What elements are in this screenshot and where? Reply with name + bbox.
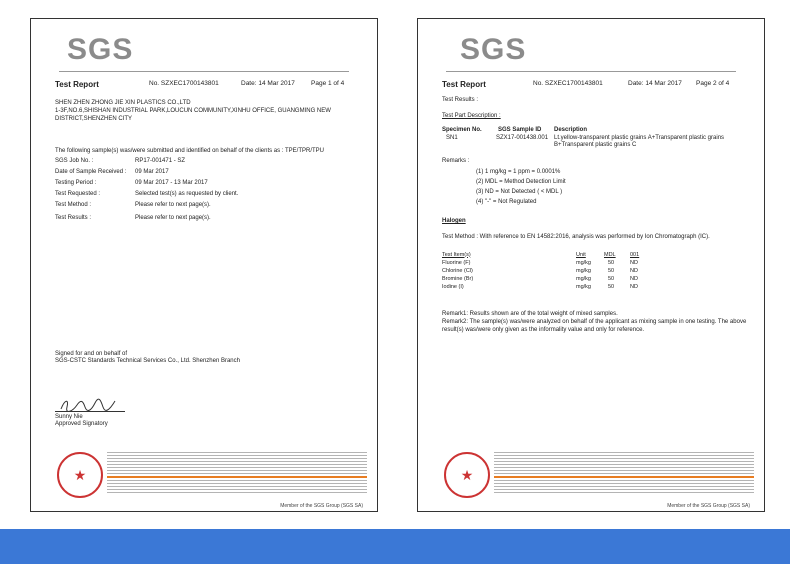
table-row: Bromine (Br) mg/kg 50 ND (442, 275, 638, 282)
table-row: Iodine (I) mg/kg 50 ND (442, 283, 638, 290)
report-date: Date: 14 Mar 2017 (241, 80, 295, 87)
remark-item: (4) "-" = Not Regulated (476, 199, 537, 205)
page-number: Page 2 of 4 (696, 80, 730, 87)
signed-line-1: Signed for and on behalf of (55, 351, 128, 357)
spec-header-specimen: Specimen No. (442, 127, 482, 133)
report-number: No. SZXEC1700143801 (533, 80, 603, 87)
sgs-member-note: Member of the SGS Group (SGS SA) (280, 503, 363, 509)
star-seal-icon: ★ (444, 452, 490, 498)
table-header-row: Test Item(s) Unit MDL 001 (442, 251, 640, 258)
signer-name: Sunny Nie (55, 414, 83, 420)
remark-item: (1) 1 mg/kg = 1 ppm = 0.0001% (476, 169, 561, 175)
sgs-logo: SGS (67, 33, 134, 66)
results-label: Test Results : (442, 97, 479, 103)
report-date: Date: 14 Mar 2017 (628, 80, 682, 87)
report-page-1: SGS Test Report No. SZXEC1700143801 Date: 14 Mar 2017 Page 1 of 4 SHEN ZHEN ZHONG JIE XIN PLASTICS CO.,LTD 1-3F,NO.6,SHISHAN INDUSTRIAL PARK,LOUCUN COMMUNITY,XINHU OFFICE, GUANGMING NEW DISTRICT,SHENZHEN CITY The following sample(s) was/were submitted and identified on behalf of the clients as : TPE/TPR/TPU SGS Job No. : RP17-001471 - SZ Date of Sample Received : 09 Mar 2017 Testing Period : 09 Mar 2017 - 13 Mar 2017 Test Requested : Selected test(s) as requested by client. Test Method : Please refer to next page(s). Test Results : Please refer to next page(s). Signed for and on behalf of SGS-CSTC Standards Technical Services Co., Ltd. Shenzhen Branch Sunny Nie Approved Signatory ★ Member of the SGS Group (SGS SA) (30, 18, 378, 512)
spec-specimen-no: SN1 (446, 135, 458, 141)
signer-title: Approved Signatory (55, 421, 108, 427)
report-number: No. SZXEC1700143801 (149, 80, 219, 87)
footer-rule (107, 476, 367, 478)
address-fine-print (107, 480, 367, 494)
company-name: SHEN ZHEN ZHONG JIE XIN PLASTICS CO.,LTD (55, 100, 191, 106)
company-address: 1-3F,NO.6,SHISHAN INDUSTRIAL PARK,LOUCUN COMMUNITY,XINHU OFFICE, GUANGMING NEW DISTRICT,SHENZHEN CITY (55, 108, 331, 122)
remark-2: Remark2: The sample(s) was/were analyzed on behalf of the applicant as mixing sample in one testing. The above result(s) was/were only given as the informality value and only for reference. (442, 319, 747, 333)
bottom-blue-bar (0, 529, 790, 564)
remark-item: (2) MDL = Method Detection Limit (476, 179, 566, 185)
test-method: Test Method : With reference to EN 14582:2016, analysis was performed by Ion Chromatograph (IC). (442, 234, 710, 240)
address-fine-print (494, 480, 754, 494)
page-number: Page 1 of 4 (311, 80, 345, 87)
spec-header-description: Description (554, 127, 588, 133)
star-seal-icon: ★ (57, 452, 103, 498)
spec-sample-id: SZX17-001438.001 (496, 135, 549, 141)
remarks-label: Remarks : (442, 158, 470, 164)
header-divider (446, 71, 736, 72)
spec-description-cont: B+Transparent plastic grains C (554, 142, 637, 148)
footer-rule (494, 476, 754, 478)
spec-header-sample-id: SGS Sample ID (498, 127, 542, 133)
sgs-member-note: Member of the SGS Group (SGS SA) (667, 503, 750, 509)
remark-1: Remark1: Results shown are of the total weight of mixed samples. (442, 311, 618, 317)
sgs-logo: SGS (460, 33, 527, 66)
signature-line (55, 411, 125, 412)
legal-footer (444, 452, 756, 502)
report-title: Test Report (55, 80, 99, 89)
spec-description: Lt.yellow-transparent plastic grains A+Transparent plastic grains (554, 135, 725, 141)
fine-print (494, 452, 754, 474)
sample-intro: The following sample(s) was/were submitted and identified on behalf of the clients as : TPE/TPR/TPU (55, 148, 325, 154)
report-page-2 (417, 18, 765, 512)
results-table (442, 251, 650, 291)
remark-item: (3) ND = Not Detected ( < MDL ) (476, 189, 563, 195)
table-row: Fluorine (F) mg/kg 50 ND (442, 259, 638, 266)
part-description-label: Test Part Description : (442, 113, 501, 119)
table-row: Chlorine (Cl) mg/kg 50 ND (442, 267, 638, 274)
halogen-heading: Halogen (442, 218, 466, 224)
fine-print (107, 452, 367, 474)
signed-line-2: SGS-CSTC Standards Technical Services Co., Ltd. Shenzhen Branch (55, 358, 240, 364)
header-divider (59, 71, 349, 72)
legal-footer (57, 452, 369, 502)
report-title: Test Report (442, 80, 486, 89)
